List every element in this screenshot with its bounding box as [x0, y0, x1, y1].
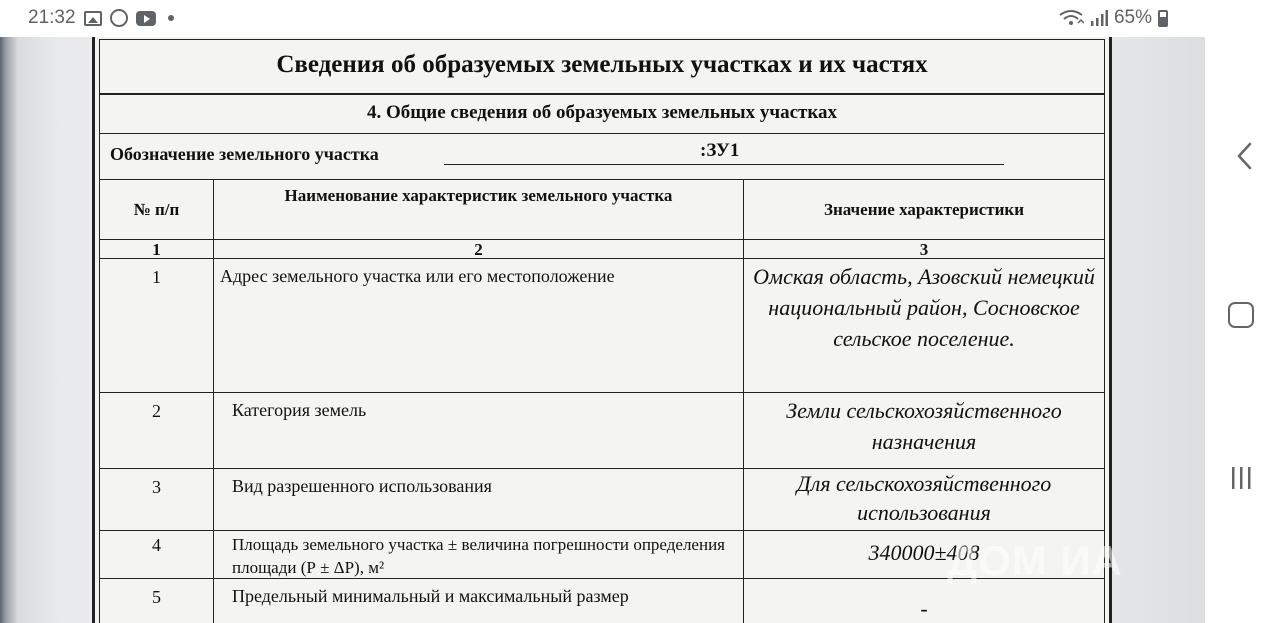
- column-numbers-row: [100, 240, 1104, 259]
- table-row: [100, 393, 1104, 469]
- table-row: [100, 469, 1104, 531]
- row-value: Земли сельскохозяйственного назначения: [786, 398, 1062, 454]
- notification-dot-icon: [168, 15, 174, 21]
- section-title: [100, 94, 1104, 134]
- status-bar-left: [28, 7, 174, 29]
- row-value: 340000±408: [868, 540, 980, 565]
- row-value: -: [920, 596, 928, 621]
- document-title: [100, 40, 1104, 94]
- battery-icon: [1158, 10, 1168, 27]
- row-name: Площадь земельного участка ± величина погрешности определения площади (Р ± ΔР), м²: [214, 531, 744, 578]
- row-name: Категория земель: [214, 393, 744, 468]
- table-row: [100, 259, 1104, 393]
- designation-label: Обозначение земельного участка: [110, 144, 379, 164]
- row-value: Для сельскохозяйственного использования: [796, 471, 1052, 525]
- status-time: 21:32: [28, 7, 76, 28]
- whatsapp-icon: [110, 9, 128, 27]
- status-bar-right: [1058, 7, 1168, 29]
- column-number-1: 1: [100, 240, 214, 258]
- header-value: Значение характеристики: [823, 200, 1025, 219]
- row-number: 4: [100, 531, 214, 578]
- document-table: [99, 39, 1105, 623]
- document-photo[interactable]: [0, 37, 1205, 623]
- signal-icon: [1090, 9, 1108, 27]
- youtube-icon: [136, 11, 156, 26]
- watermark: ДОМ ИА: [947, 537, 1123, 584]
- row-value: Омская область, Азовский немецкий национальный район, Сосновское сельское поселение.: [753, 264, 1095, 351]
- header-name: Наименование характеристик земельного участка: [214, 180, 744, 239]
- battery-percent: 65%: [1113, 7, 1152, 28]
- back-icon[interactable]: [1236, 142, 1252, 170]
- home-icon[interactable]: [1228, 302, 1254, 328]
- column-number-3: 3: [919, 240, 929, 259]
- designation-row: [100, 134, 1104, 180]
- row-name: Адрес земельного участка или его местоположение: [214, 259, 744, 392]
- row-number: 3: [100, 469, 214, 530]
- status-bar: [0, 0, 1280, 37]
- document-frame: [92, 37, 1112, 623]
- recent-apps-icon[interactable]: [1230, 465, 1252, 491]
- header-number: № п/п: [100, 180, 214, 239]
- table-row: [100, 579, 1104, 623]
- document-title-text: Сведения об образуемых земельных участках и их частях: [276, 51, 928, 78]
- column-number-2: 2: [214, 240, 744, 258]
- row-number: 1: [100, 259, 214, 392]
- row-number: 5: [100, 579, 214, 623]
- row-name: Предельный минимальный и максимальный размер: [214, 579, 744, 623]
- table-header-row: [100, 180, 1104, 240]
- photo-icon: [84, 11, 102, 26]
- navigation-bar: [1205, 37, 1280, 623]
- section-title-text: 4. Общие сведения об образуемых земельных участках: [366, 102, 838, 123]
- wifi-icon: [1058, 9, 1084, 27]
- row-name: Вид разрешенного использования: [214, 469, 744, 530]
- designation-value: :ЗУ1: [700, 140, 740, 161]
- row-number: 2: [100, 393, 214, 468]
